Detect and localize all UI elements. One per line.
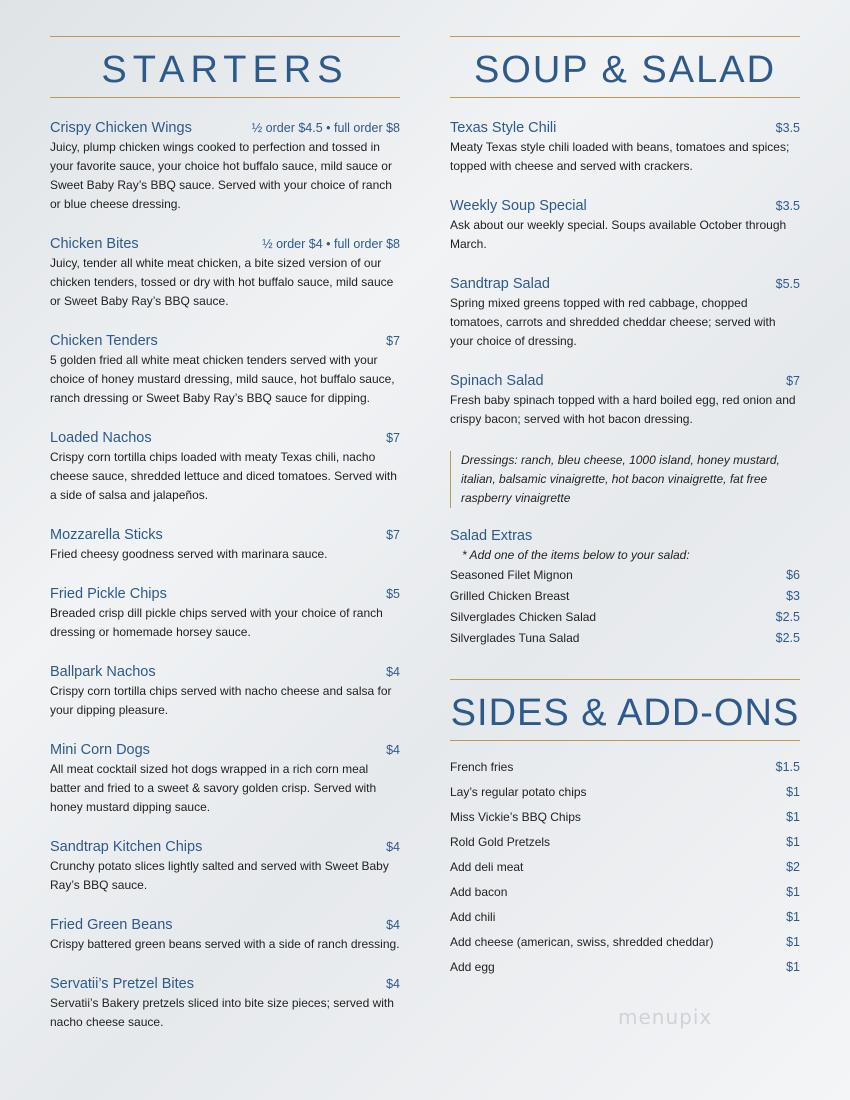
- price-row-price: $6: [786, 568, 800, 582]
- menu-item: [450, 120, 800, 176]
- menu-item-header: [450, 373, 800, 389]
- menu-item-header: [50, 976, 400, 992]
- price-row-price: $2.5: [775, 631, 800, 645]
- menu-item: [50, 236, 400, 311]
- price-row-price: $2.5: [775, 610, 800, 624]
- price-row-price: $2: [786, 860, 800, 874]
- soup-salad-column: [450, 36, 800, 980]
- price-row-name: Add cheese (american, swiss, shredded cheddar): [450, 935, 714, 949]
- menu-item: [50, 430, 400, 505]
- menu-item-description: All meat cocktail sized hot dogs wrapped in a rich corn meal batter and fried to a sweet & savory golden crisp. Served with honey mustard dipping sauce.: [50, 762, 377, 814]
- menu-item-name: Spinach Salad: [450, 373, 544, 389]
- menu-item: [50, 839, 400, 895]
- price-row: [450, 905, 800, 930]
- menu-item: [50, 586, 400, 642]
- sides-list: [450, 755, 800, 980]
- menu-item-description: Fresh baby spinach topped with a hard boiled egg, red onion and crispy bacon; served with hot bacon dressing.: [450, 393, 796, 426]
- menu-item-header: [50, 839, 400, 855]
- menu-item-description: Crispy corn tortilla chips loaded with meaty Texas chili, nacho cheese sauce, shredded lettuce and diced tomatoes. Served with a side of salsa and jalapeños.: [50, 450, 397, 502]
- price-row-name: Lay’s regular potato chips: [450, 785, 587, 799]
- price-row-name: Silverglades Tuna Salad: [450, 631, 580, 645]
- menu-item: [50, 917, 400, 954]
- menu-item-description: Spring mixed greens topped with red cabbage, chopped tomatoes, carrots and shredded cheddar cheese; served with your choice of dressing.: [450, 296, 776, 348]
- menu-item-price: $7: [386, 334, 400, 348]
- price-row-name: Add bacon: [450, 885, 508, 899]
- menu-item-name: Crispy Chicken Wings: [50, 120, 192, 136]
- menu-item-description: Fried cheesy goodness served with marinara sauce.: [50, 547, 328, 561]
- price-row-name: Silverglades Chicken Salad: [450, 610, 597, 624]
- menu-item-price: $4: [386, 665, 400, 679]
- dressings-note: Dressings: ranch, bleu cheese, 1000 island, honey mustard, italian, balsamic vinaigrette, hot bacon vinaigrette, fat free raspberry vinaigrette: [450, 451, 800, 508]
- menu-item-header: [50, 586, 400, 602]
- menu-item-description: Ask about our weekly special. Soups available October through March.: [450, 218, 787, 251]
- price-row-name: Grilled Chicken Breast: [450, 589, 570, 603]
- sides-bottom-rule: [450, 740, 800, 741]
- menu-item-header: [50, 527, 400, 543]
- price-row-price: $1: [786, 810, 800, 824]
- menu-item-name: Fried Green Beans: [50, 917, 173, 933]
- menu-item: [450, 373, 800, 429]
- price-row-name: French fries: [450, 760, 514, 774]
- price-row: [450, 780, 800, 805]
- menu-item: [450, 198, 800, 254]
- starters-bottom-rule: [50, 97, 400, 98]
- price-row-name: Add deli meat: [450, 860, 524, 874]
- price-row-price: $1.5: [775, 760, 800, 774]
- price-row: [450, 565, 800, 586]
- price-row-price: $1: [786, 885, 800, 899]
- menu-item: [50, 333, 400, 408]
- menu-item-price: $4: [386, 977, 400, 991]
- menu-item-price: $5: [386, 587, 400, 601]
- menu-item-header: [450, 198, 800, 214]
- menu-item-price: $7: [786, 374, 800, 388]
- menupix-watermark: menupix: [618, 1005, 713, 1029]
- price-row-price: $1: [786, 960, 800, 974]
- menu-item-price: $7: [386, 528, 400, 542]
- menu-item-price: $7: [386, 431, 400, 445]
- menu-item-header: [50, 120, 400, 136]
- menu-item-description: Juicy, tender all white meat chicken, a bite sized version of our chicken tenders, tossed or dry with hot buffalo sauce, mild sauce or Sweet Baby Ray’s BBQ sauce.: [50, 256, 394, 308]
- menu-item-name: Chicken Bites: [50, 236, 139, 252]
- menu-item: [50, 120, 400, 214]
- menu-item-name: Ballpark Nachos: [50, 664, 156, 680]
- menu-item-header: [50, 742, 400, 758]
- menu-item-price: ½ order $4.5 • full order $8: [251, 121, 400, 135]
- starters-column: [50, 36, 400, 1032]
- price-row: [450, 930, 800, 955]
- price-row: [450, 586, 800, 607]
- price-row-price: $1: [786, 910, 800, 924]
- salad-extras-title: Salad Extras: [450, 528, 533, 544]
- menu-item-name: Texas Style Chili: [450, 120, 557, 136]
- menu-item-name: Mini Corn Dogs: [50, 742, 150, 758]
- starters-title: STARTERS: [101, 49, 349, 91]
- menu-item-name: Sandtrap Salad: [450, 276, 550, 292]
- menu-item-price: ½ order $4 • full order $8: [262, 237, 400, 251]
- salad-extras-list: [450, 565, 800, 649]
- price-row: [450, 628, 800, 649]
- menu-item-header: [50, 333, 400, 349]
- menu-item: [50, 664, 400, 720]
- menu-item-header: [50, 430, 400, 446]
- menu-item-price: $4: [386, 840, 400, 854]
- menu-item-header: [50, 917, 400, 933]
- menu-item-price: $3.5: [775, 199, 800, 213]
- menu-item-name: Mozzarella Sticks: [50, 527, 163, 543]
- menu-item-name: Servatii’s Pretzel Bites: [50, 976, 194, 992]
- price-row-name: Add egg: [450, 960, 495, 974]
- price-row: [450, 880, 800, 905]
- price-row: [450, 955, 800, 980]
- price-row-name: Rold Gold Pretzels: [450, 835, 551, 849]
- price-row-name: Seasoned Filet Mignon: [450, 568, 573, 582]
- menu-item-name: Chicken Tenders: [50, 333, 158, 349]
- menu-item-description: Meaty Texas style chili loaded with beans, tomatoes and spices; topped with cheese and served with crackers.: [450, 140, 790, 173]
- sides-title: SIDES & ADD-ONS: [450, 692, 800, 734]
- menu-item-description: Servatii’s Bakery pretzels sliced into bite size pieces; served with nacho cheese sauce.: [50, 996, 394, 1029]
- menu-item-price: $4: [386, 918, 400, 932]
- soup-salad-title: SOUP & SALAD: [473, 49, 777, 91]
- price-row-price: $1: [786, 935, 800, 949]
- menu-item-description: Juicy, plump chicken wings cooked to perfection and tossed in your favorite sauce, your choice hot buffalo sauce, mild sauce or Sweet Baby Ray’s BBQ sauce. Served with your choice of ranch or blue cheese dressing.: [50, 140, 392, 211]
- price-row: [450, 755, 800, 780]
- price-row: [450, 607, 800, 628]
- menu-item-description: Breaded crisp dill pickle chips served with your choice of ranch dressing or homemade horsey sauce.: [50, 606, 383, 639]
- price-row: [450, 805, 800, 830]
- menu-item-description: Crispy battered green beans served with a side of ranch dressing.: [50, 937, 400, 951]
- salad-extras-note: * Add one of the items below to your salad:: [462, 548, 690, 562]
- menu-item: [50, 976, 400, 1032]
- menu-item-header: [50, 664, 400, 680]
- menu-item-description: 5 golden fried all white meat chicken tenders served with your choice of honey mustard dressing, mild sauce, hot buffalo sauce, ranch dressing or Sweet Baby Ray’s BBQ sauce for dipping.: [50, 353, 395, 405]
- menu-item-name: Fried Pickle Chips: [50, 586, 167, 602]
- menu-item-name: Sandtrap Kitchen Chips: [50, 839, 203, 855]
- menu-item: [50, 527, 400, 564]
- menu-item-header: [50, 236, 400, 252]
- price-row-price: $1: [786, 835, 800, 849]
- price-row-price: $3: [786, 589, 800, 603]
- menu-item: [450, 276, 800, 351]
- price-row: [450, 855, 800, 880]
- menu-item-name: Weekly Soup Special: [450, 198, 587, 214]
- menu-item: [50, 742, 400, 817]
- menu-item-price: $3.5: [775, 121, 800, 135]
- price-row: [450, 830, 800, 855]
- menu-item-price: $5.5: [775, 277, 800, 291]
- menu-item-header: [450, 120, 800, 136]
- menu-item-header: [450, 276, 800, 292]
- price-row-name: Add chili: [450, 910, 496, 924]
- menu-item-description: Crunchy potato slices lightly salted and served with Sweet Baby Ray’s BBQ sauce.: [50, 859, 389, 892]
- menu-item-price: $4: [386, 743, 400, 757]
- price-row-price: $1: [786, 785, 800, 799]
- soup-salad-list: [450, 120, 800, 429]
- price-row-name: Miss Vickie’s BBQ Chips: [450, 810, 581, 824]
- sides-header: [450, 679, 800, 741]
- menu-item-name: Loaded Nachos: [50, 430, 152, 446]
- starters-list: [50, 120, 400, 1032]
- menu-item-description: Crispy corn tortilla chips served with nacho cheese and salsa for your dipping pleasure.: [50, 684, 392, 717]
- soup-salad-bottom-rule: [450, 97, 800, 98]
